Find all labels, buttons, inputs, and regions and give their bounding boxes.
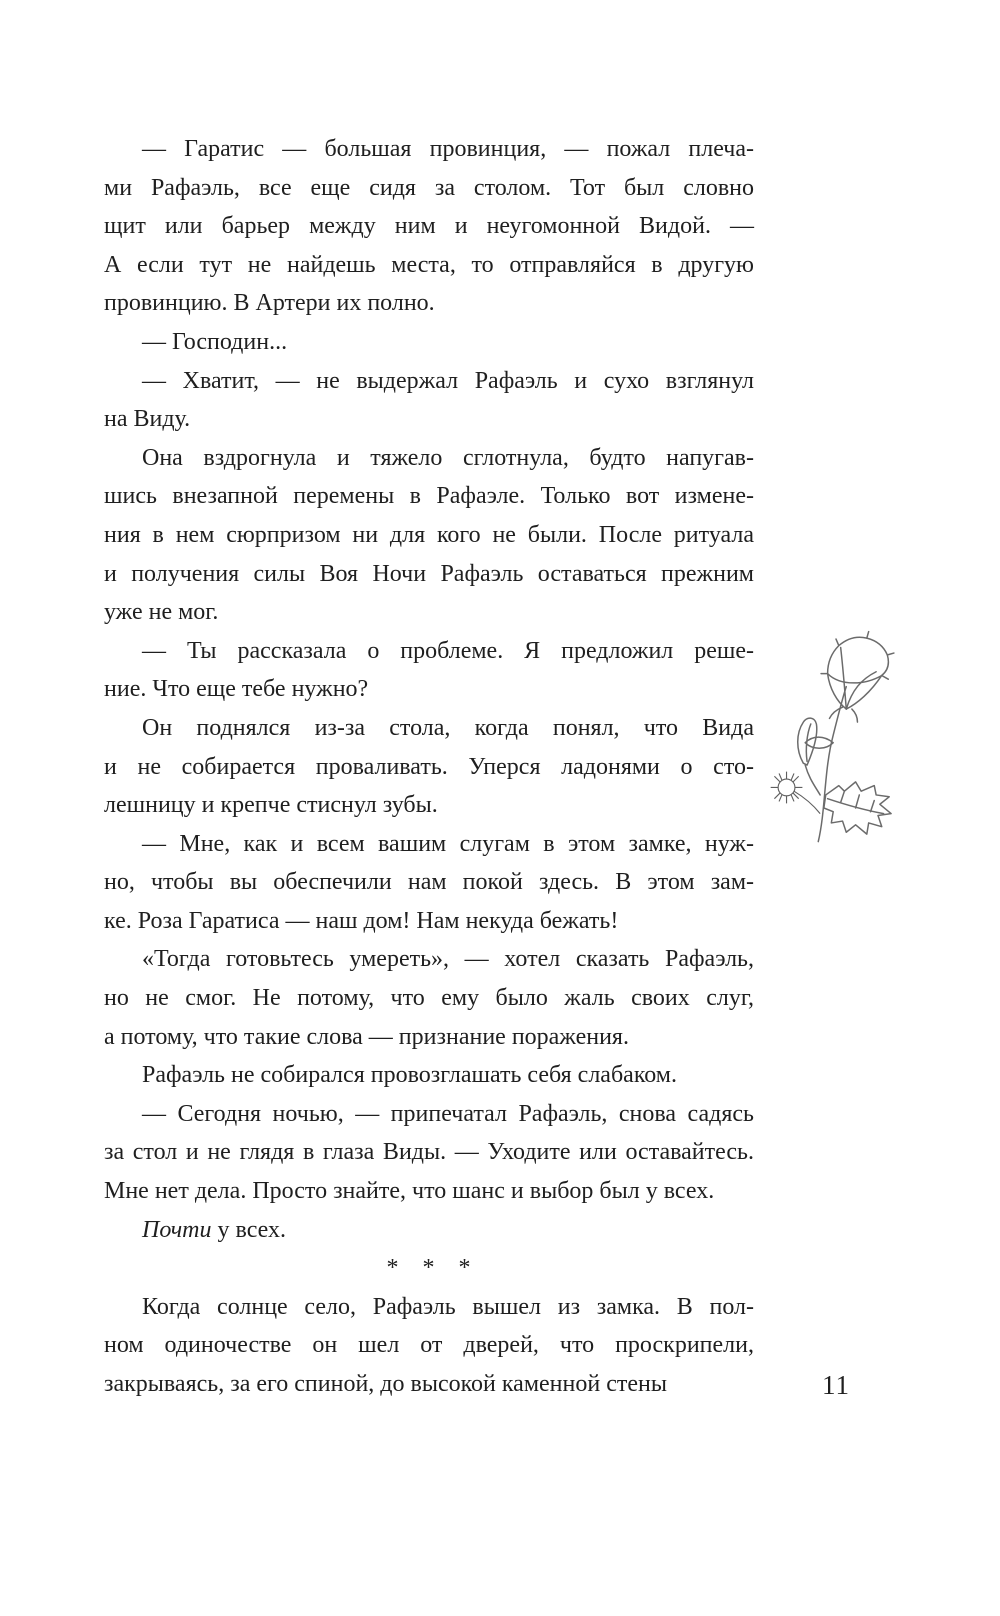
paragraph xyxy=(104,940,754,1056)
paragraph xyxy=(104,1288,754,1404)
paragraph xyxy=(104,323,754,362)
text-line: ния в нем сюрпризом ни для кого не были. После ритуала xyxy=(104,521,754,548)
text-line: ми Рафаэль, все еще сидя за столом. Тот был словно xyxy=(104,174,754,201)
section-separator: * * * xyxy=(386,1255,472,1282)
burr xyxy=(778,779,795,796)
text-line: лешницу и крепче стиснул зубы. xyxy=(104,792,438,819)
text-line: Рафаэль не собирался провозглашать себя слабаком. xyxy=(142,1062,677,1089)
text-line: Она вздрогнула и тяжело сглотнула, будто напугав- xyxy=(142,444,754,471)
text-line: А если тут не найдешь места, то отправляйся в другую xyxy=(104,251,754,278)
flower-opening xyxy=(828,637,889,683)
text-line: на Виду. xyxy=(104,406,191,433)
text-line: Мне нет дела. Просто знайте, что шанс и выбор был у всех. xyxy=(104,1178,715,1205)
text-line: но не смог. Не потому, что ему было жаль своих слуг, xyxy=(104,985,754,1012)
paragraph xyxy=(104,1211,754,1250)
paragraph xyxy=(104,362,754,439)
text-line: и не собирается проваливать. Уперся ладонями о сто- xyxy=(104,753,754,780)
text-line: ном одиночестве он шел от дверей, что проскрипели, xyxy=(104,1332,754,1359)
paragraph xyxy=(104,130,754,323)
text-line: уже не мог. xyxy=(104,599,219,626)
text-line: ке. Роза Гаратиса — наш дом! Нам некуда бежать! xyxy=(104,907,619,934)
plant-illustration xyxy=(766,630,906,846)
text-line: а потому, что такие слова — признание поражения. xyxy=(104,1023,629,1050)
text-line: — Господин... xyxy=(142,328,288,355)
regular-text: у всех. xyxy=(211,1216,286,1243)
text-line: — Гаратис — большая провинция, — пожал плеча- xyxy=(142,136,754,162)
page-text xyxy=(104,130,754,1404)
text-line: Когда солнце село, Рафаэль вышел из замка. В пол- xyxy=(142,1293,754,1320)
text-line: «Тогда готовьтесь умереть», — хотел сказать Рафаэль, xyxy=(142,946,754,973)
text-line: провинцию. В Артери их полно. xyxy=(104,290,435,317)
text-line: и получения силы Воя Ночи Рафаэль оставаться прежним xyxy=(104,560,754,587)
text-line: — Хватит, — не выдержал Рафаэль и сухо взглянул xyxy=(142,367,754,394)
paragraph xyxy=(104,825,754,941)
paragraph xyxy=(104,709,754,825)
text-line: — Мне, как и всем вашим слугам в этом замке, нуж- xyxy=(142,830,754,857)
text-line: — Ты рассказала о проблеме. Я предложил реше- xyxy=(142,637,754,664)
page-number: 11 xyxy=(822,1370,850,1400)
text-line: за стол и не глядя в глаза Виды. — Уходите или оставайтесь. xyxy=(104,1139,754,1166)
text-line: Он поднялся из-за стола, когда понял, что Вида xyxy=(142,714,754,741)
text-line: закрываясь, за его спиной, до высокой каменной стены xyxy=(104,1371,667,1397)
small-leaf xyxy=(805,737,833,748)
text-line: но, чтобы вы обеспечили нам покой здесь. В этом зам- xyxy=(104,869,754,896)
text-line: ние. Что еще тебе нужно? xyxy=(104,676,369,703)
text-line xyxy=(104,1211,754,1250)
paragraph xyxy=(104,1095,754,1211)
text-line: щит или барьер между ним и неугомонной Видой. — xyxy=(104,213,754,240)
italic-text: Почти xyxy=(142,1216,212,1243)
text-line: шись внезапной перемены в Рафаэле. Только вот измене- xyxy=(104,483,754,510)
paragraph xyxy=(104,1056,754,1095)
paragraph xyxy=(104,632,754,709)
text-line: — Сегодня ночью, — припечатал Рафаэль, снова садясь xyxy=(142,1100,754,1127)
paragraph xyxy=(104,439,754,632)
